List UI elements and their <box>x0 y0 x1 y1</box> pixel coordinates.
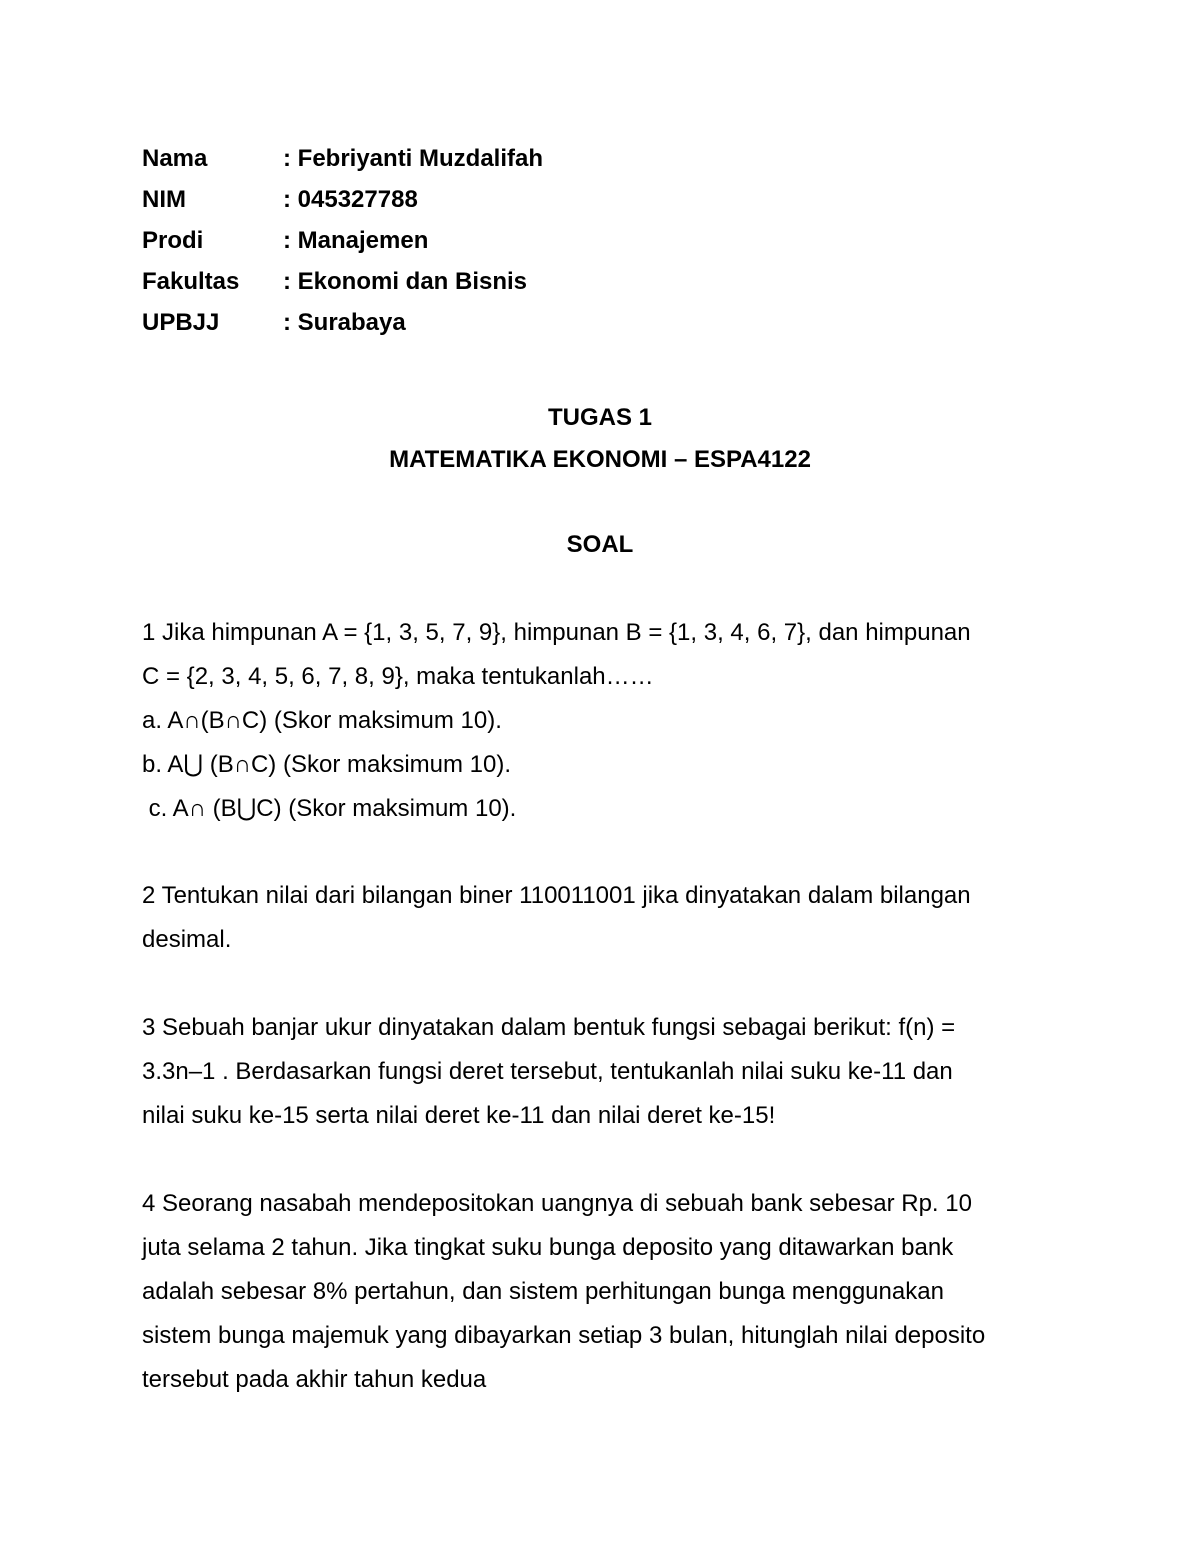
info-label: UPBJJ <box>142 308 220 336</box>
section-heading-wrapper <box>0 525 1200 565</box>
info-label: Nama <box>142 144 208 172</box>
question-1 <box>142 611 1062 831</box>
question-line: adalah sebesar 8% pertahun, dan sistem perhitungan bunga menggunakan <box>142 1278 944 1305</box>
question-line: tersebut pada akhir tahun kedua <box>142 1366 487 1393</box>
info-row-nim <box>142 179 543 220</box>
info-label: Fakultas <box>142 267 240 295</box>
question-2 <box>142 874 1062 962</box>
info-row-fakultas <box>142 261 543 302</box>
info-row-upbjj <box>142 302 543 343</box>
info-value: : 045327788 <box>283 185 418 213</box>
info-row-nama <box>142 138 543 179</box>
assignment-header <box>0 398 1200 480</box>
info-value: : Febriyanti Muzdalifah <box>283 144 544 172</box>
question-3 <box>142 1006 1062 1138</box>
question-line: a. A∩(B∩C) (Skor maksimum 10). <box>142 707 502 734</box>
question-line: 3.3n–1 . Berdasarkan fungsi deret tersebut, tentukanlah nilai suku ke-11 dan <box>142 1058 953 1085</box>
question-line: b. A⋃ (B∩C) (Skor maksimum 10). <box>142 751 511 778</box>
question-line: desimal. <box>142 926 232 953</box>
question-line: 3 Sebuah banjar ukur dinyatakan dalam bentuk fungsi sebagai berikut: f(n) = <box>142 1014 956 1041</box>
question-line: juta selama 2 tahun. Jika tingkat suku bunga deposito yang ditawarkan bank <box>142 1234 954 1261</box>
question-line: C = {2, 3, 4, 5, 6, 7, 8, 9}, maka tentukanlah…… <box>142 663 654 690</box>
info-value: : Surabaya <box>283 308 406 336</box>
section-heading: SOAL <box>566 531 634 558</box>
question-line: 4 Seorang nasabah mendepositokan uangnya di sebuah bank sebesar Rp. 10 <box>142 1190 972 1217</box>
info-label: NIM <box>142 185 186 213</box>
info-value: : Ekonomi dan Bisnis <box>283 267 528 295</box>
question-4 <box>142 1182 1062 1402</box>
course-title: MATEMATIKA EKONOMI – ESPA4122 <box>389 446 811 473</box>
question-line: 2 Tentukan nilai dari bilangan biner 110011001 jika dinyatakan dalam bilangan <box>142 882 971 909</box>
question-line: nilai suku ke-15 serta nilai deret ke-11 dan nilai deret ke-15! <box>142 1102 776 1129</box>
question-line: c. A∩ (B⋃C) (Skor maksimum 10). <box>142 795 517 822</box>
student-info <box>142 138 543 343</box>
info-label: Prodi <box>142 226 204 254</box>
info-value: : Manajemen <box>283 226 429 254</box>
assignment-title: TUGAS 1 <box>547 404 652 431</box>
question-line: 1 Jika himpunan A = {1, 3, 5, 7, 9}, himpunan B = {1, 3, 4, 6, 7}, dan himpunan <box>142 619 971 646</box>
info-row-prodi <box>142 220 543 261</box>
question-line: sistem bunga majemuk yang dibayarkan setiap 3 bulan, hitunglah nilai deposito <box>142 1322 986 1349</box>
